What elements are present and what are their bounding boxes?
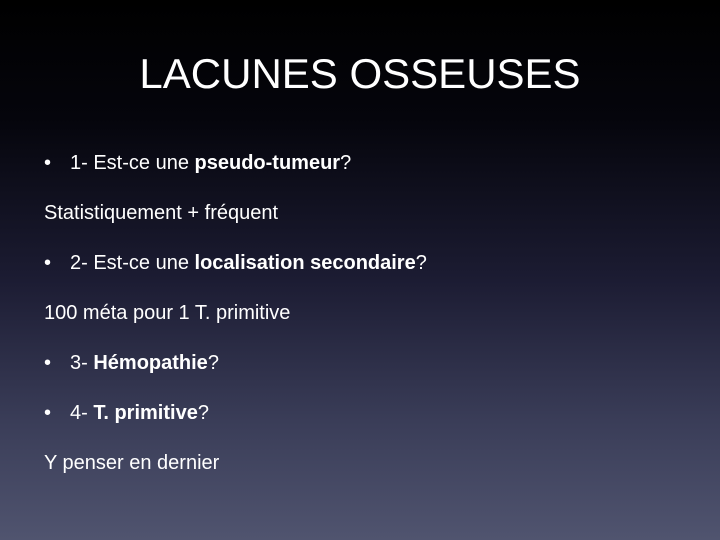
bullet-icon: •	[44, 352, 52, 374]
bullet-icon: •	[44, 252, 52, 274]
bullet-prefix: 4-	[70, 402, 94, 424]
bullet-text	[70, 396, 209, 430]
bullet-emphasis: T. primitive	[93, 402, 198, 424]
slide-body	[44, 146, 684, 496]
bullet-emphasis: pseudo-tumeur	[194, 152, 341, 174]
bullet-item-1	[44, 146, 684, 196]
bullet-prefix: 2- Est-ce une	[70, 252, 195, 274]
plain-line-1: Statistiquement + fréquent	[44, 202, 279, 224]
bullet-suffix: ?	[340, 152, 352, 174]
bullet-emphasis: localisation secondaire	[194, 252, 416, 274]
bullet-icon: •	[44, 152, 52, 174]
bullet-prefix: 3-	[70, 352, 94, 374]
bullet-text	[70, 346, 219, 380]
plain-line-2: 100 méta pour 1 T. primitive	[44, 302, 291, 324]
bullet-icon: •	[44, 402, 52, 424]
bullet-suffix: ?	[197, 402, 209, 424]
bullet-suffix: ?	[415, 252, 427, 274]
bullet-suffix: ?	[207, 352, 219, 374]
plain-line-3: Y penser en dernier	[44, 452, 220, 474]
bullet-text	[70, 146, 351, 180]
bullet-item-4	[44, 396, 684, 446]
bullet-prefix: 1- Est-ce une	[70, 152, 195, 174]
bullet-item-2	[44, 246, 684, 296]
bullet-emphasis: Hémopathie	[93, 352, 208, 374]
bullet-text	[70, 246, 427, 280]
slide-title: LACUNES OSSEUSES	[139, 50, 581, 97]
bullet-item-3	[44, 346, 684, 396]
